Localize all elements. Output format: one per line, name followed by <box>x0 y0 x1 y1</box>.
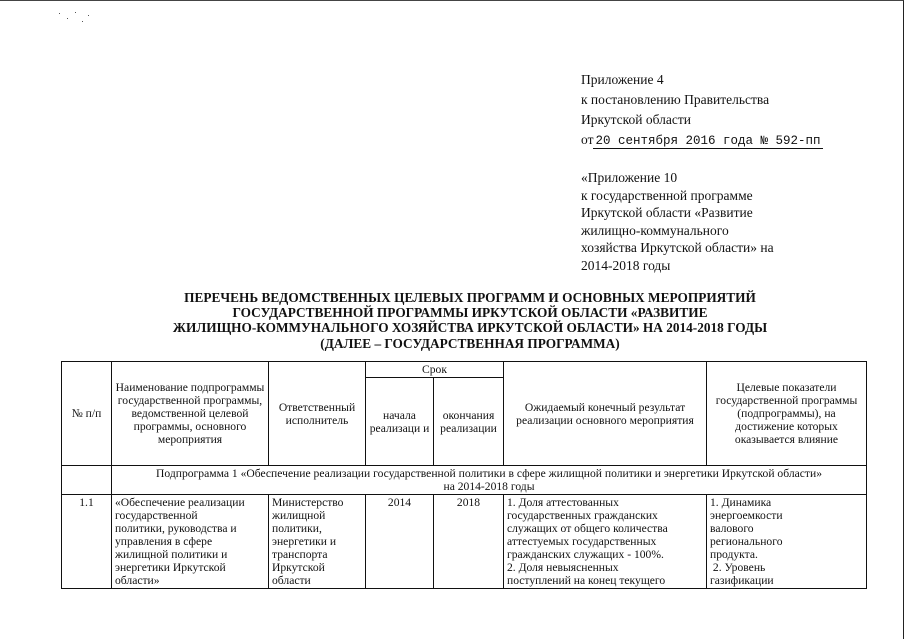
row-name-line: управления в сфере <box>115 535 213 548</box>
appendix-10-line: жилищно-коммунального <box>581 222 729 238</box>
from-prefix: от <box>581 132 594 147</box>
row-target-line: продукта. <box>710 548 758 561</box>
row-target-line: 2. Уровень <box>710 561 766 574</box>
appendix-10-line: «Приложение 10 <box>581 170 678 185</box>
row-target-line: регионального <box>710 535 783 548</box>
signed-date: 20 сентября 2016 года № 592-пп <box>595 134 821 148</box>
subprogram-line: Подпрограмма 1 «Обеспечение реализации государственной политики в сфере жилищной политики и энергетики Иркутской области» <box>156 467 822 480</box>
row-end: 2018 <box>434 495 504 589</box>
scan-specks <box>55 10 95 30</box>
header-result: Ожидаемый конечный результат реализации основного мероприятия <box>504 362 707 466</box>
appendix-10-line: к государственной программе <box>581 187 753 203</box>
header-executor: Ответственный исполнитель <box>269 362 366 466</box>
row-name <box>112 495 269 589</box>
appendix-10-block <box>581 169 774 274</box>
title-line: ГОСУДАРСТВЕННОЙ ПРОГРАММЫ ИРКУТСКОЙ ОБЛАСТИ «РАЗВИТИЕ <box>232 305 708 321</box>
row-target-line: 1. Динамика <box>710 496 772 509</box>
document-title <box>100 290 840 351</box>
row-name-line: области» <box>115 574 160 587</box>
row-executor-line: области <box>272 574 311 587</box>
row-result-line: 1. Доля аттестованных <box>507 496 619 509</box>
title-line: ПЕРЕЧЕНЬ ВЕДОМСТВЕННЫХ ЦЕЛЕВЫХ ПРОГРАММ И ОСНОВНЫХ МЕРОПРИЯТИЙ <box>184 290 756 305</box>
subprogram-num-cell <box>62 466 112 495</box>
row-result-line: поступлений на конец текущего <box>507 574 666 587</box>
appendix-4-block <box>581 70 823 151</box>
row-name-line: политики, руководства и <box>115 522 237 535</box>
row-name-line: государственной <box>115 509 198 522</box>
appendix-4-date-line <box>581 130 823 151</box>
header-term: Срок <box>366 362 504 378</box>
subprogram-row <box>62 466 867 495</box>
row-executor-line: жилищной <box>272 509 326 522</box>
row-name-line: «Обеспечение реализации <box>115 496 245 509</box>
row-target-line: валового <box>710 522 754 535</box>
appendix-4-line: Приложение 4 <box>581 72 664 87</box>
table-row <box>62 495 867 589</box>
header-row <box>62 362 867 378</box>
header-num: № п/п <box>62 362 112 466</box>
row-executor-line: политики, <box>272 522 322 535</box>
row-result-line: государственных гражданских <box>507 509 658 522</box>
subprogram-line: на 2014-2018 годы <box>443 480 535 493</box>
row-targets <box>707 495 867 589</box>
row-target-line: газификации <box>710 574 774 587</box>
appendix-4-line: к постановлению Правительства <box>581 92 770 107</box>
row-result-line: гражданских служащих - 100%. <box>507 548 664 561</box>
header-targets: Целевые показатели государственной программы (подпрограммы), на достижение которых оказывается влияние <box>707 362 867 466</box>
row-result-line: аттестуемых государственных <box>507 535 657 548</box>
appendix-10-line: Иркутской области «Развитие <box>581 205 753 220</box>
row-result <box>504 495 707 589</box>
row-start: 2014 <box>366 495 434 589</box>
row-executor-line: энергетики и <box>272 535 337 548</box>
row-num: 1.1 <box>62 495 112 589</box>
header-end: окончания реализации <box>434 378 504 466</box>
row-result-line: 2. Доля невыясненных <box>507 561 619 574</box>
row-name-line: энергетики Иркутской <box>115 561 226 574</box>
row-executor-line: Иркутской <box>272 561 325 574</box>
appendix-4-line: Иркутской области <box>581 112 692 127</box>
header-start: начала реализаци и <box>366 378 434 466</box>
row-target-line: энергоемкости <box>710 509 783 522</box>
row-name-line: жилищной политики и <box>115 548 228 561</box>
appendix-10-line: 2014-2018 годы <box>581 257 671 273</box>
row-executor <box>269 495 366 589</box>
row-result-line: служащих от общего количества <box>507 522 668 535</box>
title-line: ЖИЛИЩНО-КОММУНАЛЬНОГО ХОЗЯЙСТВА ИРКУТСКОЙ ОБЛАСТИ» НА 2014-2018 ГОДЫ <box>172 320 768 336</box>
row-executor-line: транспорта <box>272 548 328 561</box>
header-name: Наименование подпрограммы государственной программы, ведомственной целевой программы, основного мероприятия <box>112 362 269 466</box>
appendix-10-line: хозяйства Иркутской области» на <box>581 240 774 255</box>
subprogram-title <box>112 466 867 495</box>
row-executor-line: Министерство <box>272 496 344 509</box>
program-table <box>61 361 867 589</box>
title-line: (ДАЛЕЕ – ГОСУДАРСТВЕННАЯ ПРОГРАММА) <box>320 335 620 351</box>
